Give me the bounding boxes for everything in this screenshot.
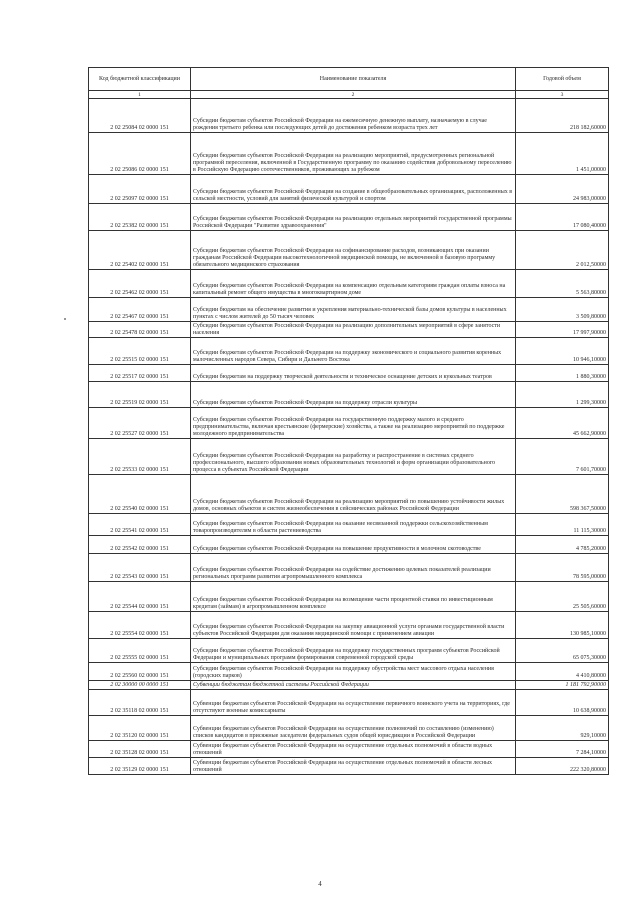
row-name: Субсидии бюджетам субъектов Российской Федерации на реализацию мероприятий по повышению устойчивости жилых домов, основных объектов и систем жизнеобеспечения в сейсмических районах Российской Федерации — [191, 475, 516, 514]
row-code: 2 02 35120 02 0000 151 — [89, 716, 191, 741]
budget-table — [88, 67, 609, 775]
row-amount: 11 115,30000 — [516, 514, 609, 536]
row-name: Субсидии бюджетам субъектов Российской Федерации на разработку и распространение в системах среднего профессионального, высшего образования новых образовательных технологий и форм организации образовательного процесса в субъектах Российской Федерации — [191, 439, 516, 475]
row-code: 2 02 25402 02 0000 151 — [89, 231, 191, 270]
row-code: 2 02 25544 02 0000 151 — [89, 582, 191, 612]
table-row — [89, 716, 609, 741]
row-code: 2 02 25478 02 0000 151 — [89, 322, 191, 338]
table-row — [89, 133, 609, 175]
row-code: 2 02 30000 00 0000 151 — [89, 681, 191, 690]
row-name: Субсидии бюджетам субъектов Российской Федерации на поддержку государственных программ субъектов Российской Федерации и муниципальных программ формирования современной городской среды — [191, 639, 516, 663]
row-name: Субсидии бюджетам субъектов Российской Федерации на компенсацию отдельным категориям граждан оплаты взноса на капитальный ремонт общего имущества в многоквартирном доме — [191, 270, 516, 298]
row-amount: 10 638,90000 — [516, 690, 609, 716]
row-name: Субсидии бюджетам субъектов Российской Федерации на реализацию мероприятий, предусмотренных региональной программой переселения, включенной в Государственную программу по оказанию содействия добровольному переселению в Российскую Федерацию соотечественников, проживающих за рубежом — [191, 133, 516, 175]
row-amount: 4 785,20000 — [516, 536, 609, 554]
row-name: Субсидии бюджетам субъектов Российской Федерации на повышение продуктивности в молочном скотоводстве — [191, 536, 516, 554]
table-row — [89, 514, 609, 536]
row-name: Субсидии бюджетам субъектов Российской Федерации на оказание несвязанной поддержки сельскохозяйственным товаропроизводителям в области растениеводства — [191, 514, 516, 536]
row-amount: 65 075,30000 — [516, 639, 609, 663]
row-code: 2 02 25542 02 0000 151 — [89, 536, 191, 554]
row-name: Субсидии бюджетам субъектов Российской Федерации на реализацию отдельных мероприятий государственной программы Российской Федерации "Развитие здравоохранения" — [191, 204, 516, 231]
row-code: 2 02 25543 02 0000 151 — [89, 554, 191, 582]
table-body — [89, 99, 609, 775]
row-code: 2 02 25541 02 0000 151 — [89, 514, 191, 536]
row-code: 2 02 25097 02 0000 151 — [89, 175, 191, 204]
row-amount: 78 595,00000 — [516, 554, 609, 582]
table-row — [89, 758, 609, 775]
row-amount: 17 080,40000 — [516, 204, 609, 231]
column-number: 1 — [89, 91, 191, 99]
row-name: Субвенции бюджетам субъектов Российской Федерации на осуществление отдельных полномочий в области лесных отношений — [191, 758, 516, 775]
row-code: 2 02 25462 02 0000 151 — [89, 270, 191, 298]
row-amount: 24 983,00000 — [516, 175, 609, 204]
row-code: 2 02 25519 02 0000 151 — [89, 382, 191, 408]
table-row — [89, 298, 609, 322]
row-amount: 17 997,90000 — [516, 322, 609, 338]
table-header-row — [89, 68, 609, 91]
row-code: 2 02 25540 02 0000 151 — [89, 475, 191, 514]
table-row — [89, 175, 609, 204]
row-code: 2 02 25467 02 0000 151 — [89, 298, 191, 322]
row-amount: 929,10000 — [516, 716, 609, 741]
table-row — [89, 582, 609, 612]
row-amount: 130 985,10000 — [516, 612, 609, 639]
row-name: Субвенции бюджетам субъектов Российской Федерации на осуществление полномочий по составлению (изменению) списков кандидатов в присяжные заседатели федеральных судов общей юрисдикции в Российской Федерации — [191, 716, 516, 741]
table-row — [89, 382, 609, 408]
table-row — [89, 663, 609, 681]
row-name: Субвенции бюджетам субъектов Российской Федерации на осуществление отдельных полномочий в области водных отношений — [191, 741, 516, 758]
table-row — [89, 408, 609, 439]
table-row — [89, 439, 609, 475]
row-amount: 1 299,30000 — [516, 382, 609, 408]
row-code: 2 02 25517 02 0000 151 — [89, 365, 191, 382]
row-name: Субсидии бюджетам субъектов Российской Федерации на ежемесячную денежную выплату, назначаемую в случае рождения третьего ребенка или последующих детей до достижения ребенком возраста трех лет — [191, 99, 516, 133]
row-amount: 1 880,30000 — [516, 365, 609, 382]
table-row — [89, 681, 609, 690]
row-code: 2 02 25084 02 0000 151 — [89, 99, 191, 133]
row-amount: 218 182,60000 — [516, 99, 609, 133]
row-amount: 7 601,70000 — [516, 439, 609, 475]
row-name: Субсидии бюджетам субъектов Российской Федерации на софинансирование расходов, возникающих при оказании гражданам Российской Федерации высокотехнологичной медицинской помощи, не включенной в базовую программу обязательного медицинского страхования — [191, 231, 516, 270]
row-amount: 7 284,10000 — [516, 741, 609, 758]
row-amount: 3 509,80000 — [516, 298, 609, 322]
table-row — [89, 365, 609, 382]
row-name: Субвенции бюджетам субъектов Российской Федерации на осуществление первичного воинского учета на территориях, где отсутствуют военные комиссариаты — [191, 690, 516, 716]
row-code: 2 02 25086 02 0000 151 — [89, 133, 191, 175]
row-name: Субсидии бюджетам субъектов Российской Федерации на возмещение части процентной ставки по инвестиционным кредитам (займам) в агропромышленном комплексе — [191, 582, 516, 612]
table-row — [89, 741, 609, 758]
row-amount: 2 012,50000 — [516, 231, 609, 270]
row-name: Субсидии бюджетам субъектов Российской Федерации на содействие достижению целевых показателей реализации региональных программ развития агропромышленного комплекса — [191, 554, 516, 582]
row-amount: 10 946,10000 — [516, 338, 609, 365]
row-name: Субсидии бюджетам субъектов Российской Федерации на поддержку отрасли культуры — [191, 382, 516, 408]
table-row — [89, 690, 609, 716]
page-number: 4 — [318, 880, 322, 888]
header-code: Код бюджетной классификации — [89, 68, 191, 91]
row-name: Субсидии бюджетам субъектов Российской Федерации на создание в общеобразовательных организациях, расположенных в сельской местности, условий для занятий физической культурой и спортом — [191, 175, 516, 204]
table-row — [89, 99, 609, 133]
table-row — [89, 231, 609, 270]
table-row — [89, 338, 609, 365]
column-number-row — [89, 91, 609, 99]
row-name: Субсидии бюджетам субъектов Российской Федерации на государственную поддержку малого и среднего предпринимательства, включая крестьянские (фермерские) хозяйства, а также на реализацию мероприятий по поддержке молодежного предпринимательства — [191, 408, 516, 439]
scan-speck — [64, 318, 66, 320]
row-name: Субсидии бюджетам на поддержку творческой деятельности и техническое оснащение детских и кукольных театров — [191, 365, 516, 382]
table-row — [89, 536, 609, 554]
column-number: 3 — [516, 91, 609, 99]
row-name: Субсидии бюджетам субъектов Российской Федерации на поддержку обустройства мест массового отдыха населения (городских парков) — [191, 663, 516, 681]
table-row — [89, 612, 609, 639]
header-name: Наименование показателя — [191, 68, 516, 91]
row-code: 2 02 25533 02 0000 151 — [89, 439, 191, 475]
table-row — [89, 204, 609, 231]
row-name: Субсидии бюджетам субъектов Российской Федерации на реализацию дополнительных мероприятий в сфере занятости населения — [191, 322, 516, 338]
row-name: Субсидии бюджетам субъектов Российской Федерации на закупку авиационной услуги органами государственной власти субъектов Российской Федерации для оказания медицинской помощи с применением авиации — [191, 612, 516, 639]
row-amount: 25 505,60000 — [516, 582, 609, 612]
row-amount: 1 181 792,90000 — [516, 681, 609, 690]
table-row — [89, 639, 609, 663]
row-code: 2 02 25555 02 0000 151 — [89, 639, 191, 663]
row-amount: 598 367,50000 — [516, 475, 609, 514]
row-code: 2 02 25382 02 0000 151 — [89, 204, 191, 231]
column-number: 2 — [191, 91, 516, 99]
row-code: 2 02 25554 02 0000 151 — [89, 612, 191, 639]
row-code: 2 02 35118 02 0000 151 — [89, 690, 191, 716]
table-row — [89, 475, 609, 514]
row-amount: 4 410,80000 — [516, 663, 609, 681]
row-name: Субвенции бюджетам бюджетной системы Российской Федерации — [191, 681, 516, 690]
row-name: Субсидии бюджетам субъектов Российской Федерации на поддержку экономического и социального развития коренных малочисленных народов Севера, Сибири и Дальнего Востока — [191, 338, 516, 365]
row-code: 2 02 35129 02 0000 151 — [89, 758, 191, 775]
table-row — [89, 322, 609, 338]
table-row — [89, 270, 609, 298]
row-code: 2 02 25527 02 0000 151 — [89, 408, 191, 439]
row-name: Субсидии бюджетам на обеспечение развития и укрепления материально-технической базы домов культуры в населенных пунктах с числом жителей до 50 тысяч человек — [191, 298, 516, 322]
row-code: 2 02 25560 02 0000 151 — [89, 663, 191, 681]
header-amount: Годовой объем — [516, 68, 609, 91]
row-amount: 222 320,80000 — [516, 758, 609, 775]
row-amount: 1 451,00000 — [516, 133, 609, 175]
row-amount: 5 563,80000 — [516, 270, 609, 298]
row-code: 2 02 25515 02 0000 151 — [89, 338, 191, 365]
table-row — [89, 554, 609, 582]
row-code: 2 02 35128 02 0000 151 — [89, 741, 191, 758]
row-amount: 45 662,90000 — [516, 408, 609, 439]
